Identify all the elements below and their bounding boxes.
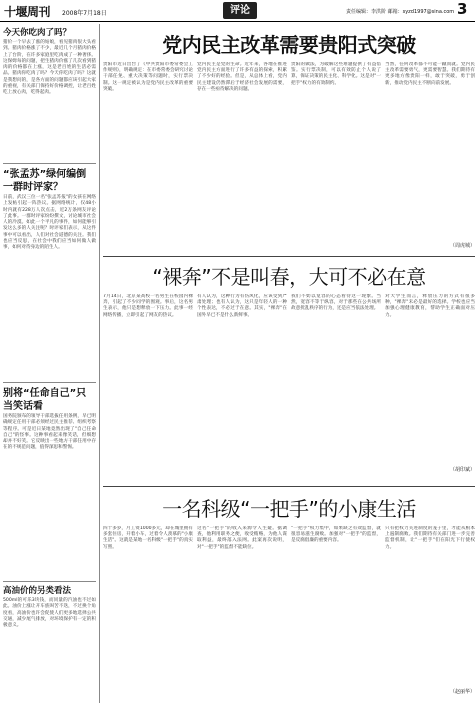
article-body: 国务院颁布的领导干部选拔任用条例，早已明确规定任用干部必须经过民主推荐、组织考察等程序。可是近日某地竟然出现了"自己任命自己"的怪事。这种事看起来像笑话，但细想却并不好笑。它反映出一些地方干部任用中存在的不规范问题，值得深思和警惕。 bbox=[3, 414, 96, 451]
page-number: 3 bbox=[457, 0, 468, 18]
article-3 bbox=[103, 496, 475, 701]
headline: 党内民主改革需要贵阳式突破 bbox=[162, 33, 416, 57]
headline: “裸奔”不是叫春，大可不必在意 bbox=[152, 265, 426, 289]
column-text: 7月14日，北京某高校一名男生在校园内裸奔，引起了不少同学的围观。事后，这名男生表示，他只是想释放一下压力。此事一经网络传播，立即引起了网友的热议。 bbox=[103, 294, 193, 318]
main-area bbox=[103, 24, 475, 703]
column-text: 我们不妨以宽容的心态看待这一现象。当然，宽容不等于纵容，对于那些在公共场所故意扰乱秩序的行为，还是应当依法处理。 bbox=[291, 294, 381, 312]
article-body: 500ml的可乐3块钱，而同量的汽油也不过如此。油价上涨让开车族叫苦不迭，不过换个角度看，高油价也许会促使人们更多地选择公共交通，减少尾气排放，对环境保护有一定的积极意义。 bbox=[3, 598, 96, 629]
headline: 一名科级“一把手”的小康生活 bbox=[162, 497, 416, 521]
column-text: 当然，任何改革都不可能一蹴而就。党内民主改革需要勇气，更需要智慧。我们期待有更多地方像贵阳一样，敢于突破，勇于创新，推动党内民主不断向前发展。 bbox=[385, 62, 475, 86]
article-1 bbox=[103, 32, 475, 252]
left-column bbox=[0, 24, 100, 703]
headline: 今天你吃肉了吗？ bbox=[3, 28, 72, 38]
headline: 高油价的另类看法 bbox=[3, 586, 72, 596]
editor-info: 责任编辑：李洪阶 邮箱：syzd1997@sina.com bbox=[346, 9, 455, 15]
issue-date: 2008年7月18日 bbox=[62, 10, 107, 17]
column-text: 只有把权力关进制度的笼子里，才能从根本上遏制腐败。我们期待有关部门进一步完善监督机制，让"一把手"们在阳光下行使权力。 bbox=[385, 526, 475, 550]
byline: （赵丽华） bbox=[449, 689, 475, 695]
column-text: "一把手"权力集中，如果缺乏有效监督，就很容易滋生腐败。加强对"一把手"的监督，是反腐倡廉的重要内容。 bbox=[291, 526, 381, 544]
headline: “张孟苏”绿何编倒一群时评家？ bbox=[3, 169, 87, 193]
byline: （周虎城） bbox=[449, 243, 475, 249]
masthead: 十堰周刊 bbox=[4, 5, 51, 19]
column-text: 四十多岁，月工资1000多元，却在城里拥有多套住房，开着小车，过着令人羡慕的"小康生活"。这就是某地一名科级"一把手"的真实写照。 bbox=[103, 526, 193, 550]
headline: 别将“任命自己”只当笑话看 bbox=[3, 388, 87, 412]
page-header bbox=[0, 0, 475, 22]
byline: （胡印斌） bbox=[449, 467, 475, 473]
column-text: 贵阳的做法，为破解这些难题提供了有益借鉴。实行票决制，可以有效防止个人说了算，保证决策的民主化、科学化。这是对"一把手"权力的有效制约。 bbox=[291, 62, 381, 86]
divider bbox=[103, 486, 475, 487]
section-label: 评论 bbox=[223, 2, 257, 19]
article-body: 猪价一个早去了涨的姑娘，看见猪肉很大头看到。猪肉价格涨了不少，最近几个月猪肉价格上了台阶，在许多家庭里吃肉成了一种奢侈。这保姆每的问题，把生猪肉价涨了几次看到猪肉的价格都在上涨，这是老百姓的生活必需品。猪肉你吃肉了吗？今天你吃肉了吗？这就是我想问的，是各方面的问题都应该引起大家的重视，有关部门保持好价格调控，让老百姓吃上放心肉，吃得起肉。 bbox=[3, 40, 96, 96]
column-text: 党内民主是党的生命。近年来，各地在推进党内民主方面进行了许多有益的探索，积累了不少好的经验。但是，从总体上看，党内民主建设仍然滞后于经济社会发展的需要，存在一些亟待解决的问题。 bbox=[197, 62, 287, 92]
column-text: 有人认为，这种行为有伤风化，应该受到严肃处理；也有人认为，这只是年轻人的一种个性表达，不必过于在意。其实，"裸奔"在国外早已不是什么新鲜事。 bbox=[197, 294, 287, 318]
article-body: 日前，武汉三位一名"张孟苏报"的女孩在网络上发帖引起一阵热议。据网络统计，仅48小时内就有228万人次点击，近2万条网友评论了此事。一群时评家纷纷撰文，讨论城市社会人的冷漠。如此一个平凡的事件，如何能够引发这么多的人关注呢？时评家们表示，从这件事中可以看出，人们对社会道德的关注。我们也应当反思，在社会中我们应当如何做人做事，如何对待身边的陌生人。 bbox=[3, 195, 96, 251]
column-text: 对大学生而言，释放压力的方式有很多种，"裸奔"未必是最好的选择。学校也应当加强心理健康教育，帮助学生正确面对压力。 bbox=[385, 294, 475, 318]
column-text: 这名"一把手"的收入来源令人生疑。据调查，他利用职务之便，收受贿赂，为他人谋取利益，最终落入法网。此案再次说明，对"一把手"的监督不能缺位。 bbox=[197, 526, 287, 550]
column-text: 贵阳市近日出台了《中共贵阳市委常委会工作规则》，明确规定：在市委常委会研究讨论干部任免、重大决策等问题时，实行票决制。这一规定被认为是党内民主改革的重要突破。 bbox=[103, 62, 193, 92]
divider bbox=[103, 256, 475, 257]
article-2 bbox=[103, 264, 475, 479]
